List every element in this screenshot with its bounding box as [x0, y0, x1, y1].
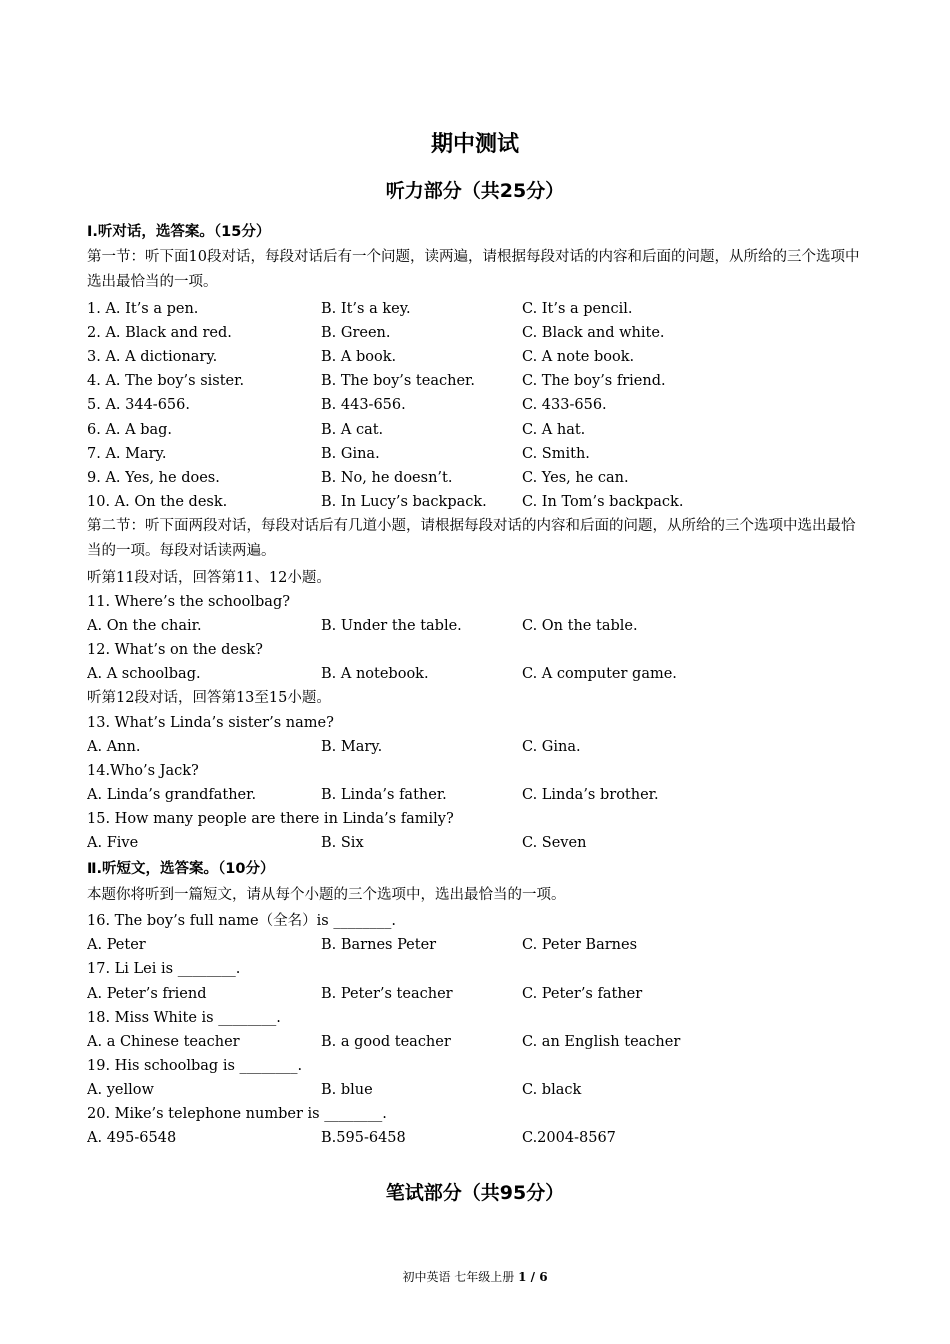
options-16 [87, 933, 867, 957]
options-18 [87, 1030, 867, 1054]
option-c: C. A hat. [522, 421, 586, 438]
option-b: B. In Lucy’s backpack. [321, 493, 487, 510]
option-c: C.2004-8567 [522, 1130, 616, 1147]
option-b: B. A notebook. [321, 666, 429, 683]
option-c: C. The boy’s friend. [522, 373, 666, 390]
question-stem-11: 11. Where’s the schoolbag? [87, 594, 290, 611]
option-c: C. In Tom’s backpack. [522, 493, 684, 510]
option-b: B. 443-656. [321, 397, 406, 414]
option-c: C. Peter’s father [522, 985, 643, 1002]
part1-instruction: 第一节：听下面10段对话，每段对话后有一个问题，读两遍，请根据每段对话的内容和后面的问题，从所给的三个选项中选出最恰当的一项。 [87, 249, 860, 291]
option-a: A. 495-6548 [87, 1130, 177, 1147]
question-row [87, 345, 867, 369]
listening-section-title: 听力部分（共25分） [385, 180, 565, 202]
option-a: A. yellow [87, 1081, 154, 1098]
question-stem-14: 14.Who’s Jack? [87, 762, 199, 779]
document-body [87, 220, 867, 1150]
option-b: B. It’s a key. [321, 301, 411, 318]
option-a: A. On the chair. [87, 618, 202, 635]
option-c: C. Smith. [522, 445, 590, 462]
option-a: 3. A. A dictionary. [87, 349, 218, 366]
option-c: C. It’s a pencil. [522, 301, 633, 318]
question-row [87, 393, 867, 417]
option-a: A. Peter [87, 937, 146, 954]
question-row [87, 442, 867, 466]
question-row [87, 466, 867, 490]
option-c: C. A computer game. [522, 666, 677, 683]
option-c: C. Black and white. [522, 325, 665, 342]
options-14 [87, 783, 867, 807]
option-b: B. Linda’s father. [321, 786, 447, 803]
option-c: C. A note book. [522, 349, 635, 366]
dialogue12-note: 听第12段对话，回答第13至15小题。 [87, 690, 331, 707]
options-17 [87, 982, 867, 1006]
page-footer [0, 1268, 950, 1285]
option-a: 10. A. On the desk. [87, 493, 228, 510]
question-stem-12: 12. What’s on the desk? [87, 642, 263, 659]
option-b: B. Gina. [321, 445, 380, 462]
question-stem-20: 20. Mike’s telephone number is ________. [87, 1106, 387, 1122]
option-b: B. Barnes Peter [321, 937, 437, 954]
option-b: B. Green. [321, 325, 391, 342]
option-c: C. Linda’s brother. [522, 786, 659, 803]
question-stem-13: 13. What’s Linda’s sister’s name? [87, 714, 334, 731]
option-a: A. Peter’s friend [87, 985, 207, 1002]
option-a: 4. A. The boy’s sister. [87, 373, 245, 390]
option-a: 5. A. 344-656. [87, 397, 190, 414]
options-12 [87, 662, 867, 686]
option-c: C. black [522, 1081, 582, 1098]
option-c: C. Seven [522, 834, 587, 851]
option-a: 9. A. Yes, he does. [87, 469, 220, 486]
option-a: 7. A. Mary. [87, 445, 167, 462]
option-b: B. A book. [321, 349, 397, 366]
question-row [87, 369, 867, 393]
option-c: C. Peter Barnes [522, 937, 638, 954]
question-row [87, 321, 867, 345]
option-a: A. A schoolbag. [87, 666, 201, 683]
options-19 [87, 1078, 867, 1102]
option-c: C. Gina. [522, 738, 581, 755]
part2-instruction: 第二节：听下面两段对话，每段对话后有几道小题，请根据每段对话的内容和后面的问题，从所给的三个选项中选出最恰当的一项。每段对话读两遍。 [87, 517, 856, 559]
option-b: B. Six [321, 834, 364, 851]
option-a: 1. A. It’s a pen. [87, 301, 199, 318]
page-title: 期中测试 [430, 132, 519, 157]
question-row [87, 490, 867, 514]
question-row [87, 297, 867, 321]
option-a: A. a Chinese teacher [87, 1033, 240, 1050]
options-11 [87, 614, 867, 638]
question-stem-18: 18. Miss White is ________. [87, 1009, 281, 1026]
option-c: C. Yes, he can. [522, 469, 629, 486]
option-c: C. 433-656. [522, 397, 607, 414]
options-20 [87, 1126, 867, 1150]
section1-header: Ⅰ.听对话，选答案。（15分） [87, 224, 271, 240]
question-row [87, 418, 867, 442]
dialogue11-note: 听第11段对话，回答第11、12小题。 [87, 569, 331, 586]
option-b: B. No, he doesn’t. [321, 469, 453, 486]
option-b: B. Under the table. [321, 618, 462, 635]
option-a: A. Ann. [87, 738, 141, 755]
option-b: B. a good teacher [321, 1033, 451, 1050]
option-b: B.595-6458 [321, 1130, 406, 1147]
option-b: B. Mary. [321, 738, 383, 755]
option-b: B. blue [321, 1081, 373, 1098]
option-c: C. an English teacher [522, 1033, 681, 1050]
section2-header: Ⅱ.听短文，选答案。（10分） [87, 861, 275, 878]
writing-section-title: 笔试部分（共95分） [385, 1182, 565, 1204]
options-15 [87, 831, 867, 855]
question-stem-17: 17. Li Lei is ________. [87, 961, 241, 978]
option-c: C. On the table. [522, 618, 638, 635]
section2-instruction: 本题你将听到一篇短文，请从每个小题的三个选项中，选出最恰当的一项。 [87, 887, 566, 904]
option-b: B. A cat. [321, 421, 384, 438]
footer-text: 初中英语 七年级上册 [402, 1270, 515, 1284]
option-b: B. Peter’s teacher [321, 985, 453, 1002]
option-a: A. Linda’s grandfather. [87, 786, 257, 803]
question-stem-16: 16. The boy’s full name（全名）is ________. [87, 913, 396, 930]
option-a: 6. A. A bag. [87, 421, 173, 438]
option-b: B. The boy’s teacher. [321, 373, 475, 390]
question-list [87, 297, 867, 514]
option-a: 2. A. Black and red. [87, 325, 232, 342]
options-13 [87, 735, 867, 759]
option-a: A. Five [87, 834, 139, 851]
page-number: 1 / 6 [518, 1270, 548, 1284]
question-stem-15: 15. How many people are there in Linda’s family? [87, 810, 454, 827]
question-stem-19: 19. His schoolbag is ________. [87, 1057, 303, 1074]
